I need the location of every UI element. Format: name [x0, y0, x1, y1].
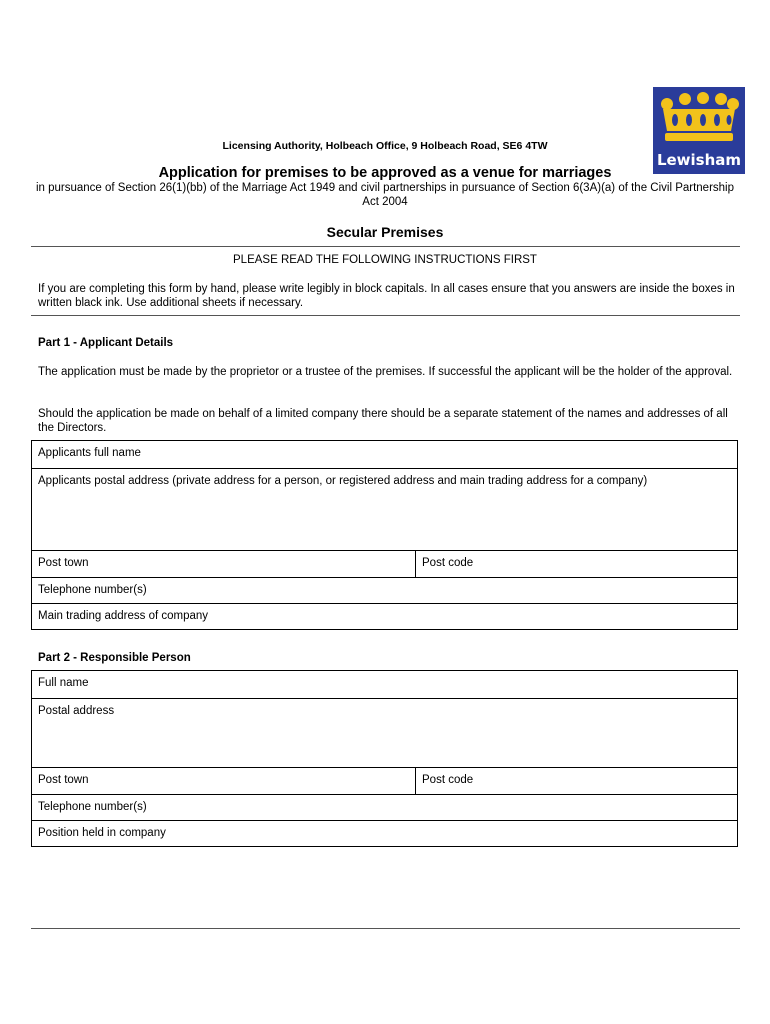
position-in-company-field[interactable]: [32, 820, 737, 846]
part2-heading: Part 2 - Responsible Person: [38, 652, 191, 664]
responsible-town-postcode-row: [32, 767, 737, 794]
company-trading-address-field[interactable]: [32, 603, 737, 629]
instructions-heading: PLEASE READ THE FOLLOWING INSTRUCTIONS FIRST: [233, 254, 537, 266]
field-label: Telephone number(s): [38, 584, 147, 596]
divider: [31, 315, 740, 316]
field-label: Telephone number(s): [38, 801, 147, 813]
field-label: Postal address: [38, 705, 115, 717]
applicant-details-box: [31, 440, 738, 630]
divider: [415, 551, 416, 577]
form-subtitle: in pursuance of Section 26(1)(bb) of the Marriage Act 1949 and civil partnerships in pursuance of Section 6(3A)(a) of the Civil Partnership Act 2004: [35, 182, 735, 208]
responsible-person-box: [31, 670, 738, 847]
field-label: Main trading address of company: [38, 610, 209, 622]
licensing-authority-address: Licensing Authority, Holbeach Office, 9 Holbeach Road, SE6 4TW: [222, 140, 548, 152]
lewisham-logo: [653, 87, 745, 174]
responsible-post-town-field[interactable]: Post town: [38, 774, 89, 786]
field-label: Full name: [38, 677, 89, 689]
field-label: Applicants postal address (private address for a person, or registered address and main trading address for a company): [38, 475, 648, 487]
applicant-full-name-field[interactable]: [32, 441, 737, 468]
logo-text: Lewisham: [656, 151, 742, 169]
applicant-post-town-field[interactable]: Post town: [38, 557, 89, 569]
applicant-postal-address-field[interactable]: [32, 468, 737, 550]
divider: [415, 768, 416, 794]
field-label: Applicants full name: [38, 447, 141, 459]
applicant-telephone-field[interactable]: [32, 577, 737, 603]
part1-paragraph-2: Should the application be made on behalf of a limited company there should be a separate statement of the names and addresses of all the Directors.: [38, 408, 728, 434]
footer-divider: [31, 928, 740, 929]
divider: [31, 246, 740, 247]
instructions-text: If you are completing this form by hand, please write legibly in block capitals. In all cases ensure that you answers are inside the boxes in written black ink. Use additional sheets if necessary.: [38, 283, 735, 309]
responsible-full-name-field[interactable]: [32, 671, 737, 698]
responsible-postal-address-field[interactable]: [32, 698, 737, 767]
form-title: Application for premises to be approved as a venue for marriages: [158, 165, 612, 181]
field-label: Position held in company: [38, 827, 166, 839]
responsible-telephone-field[interactable]: [32, 794, 737, 820]
applicant-town-postcode-row: [32, 550, 737, 577]
applicant-post-code-field[interactable]: Post code: [422, 557, 474, 569]
part1-paragraph-1: The application must be made by the proprietor or a trustee of the premises. If successful the applicant will be the holder of the approval.: [38, 366, 733, 378]
responsible-post-code-field[interactable]: Post code: [422, 774, 474, 786]
part1-heading: Part 1 - Applicant Details: [38, 337, 174, 349]
section-title: Secular Premises: [326, 224, 444, 240]
